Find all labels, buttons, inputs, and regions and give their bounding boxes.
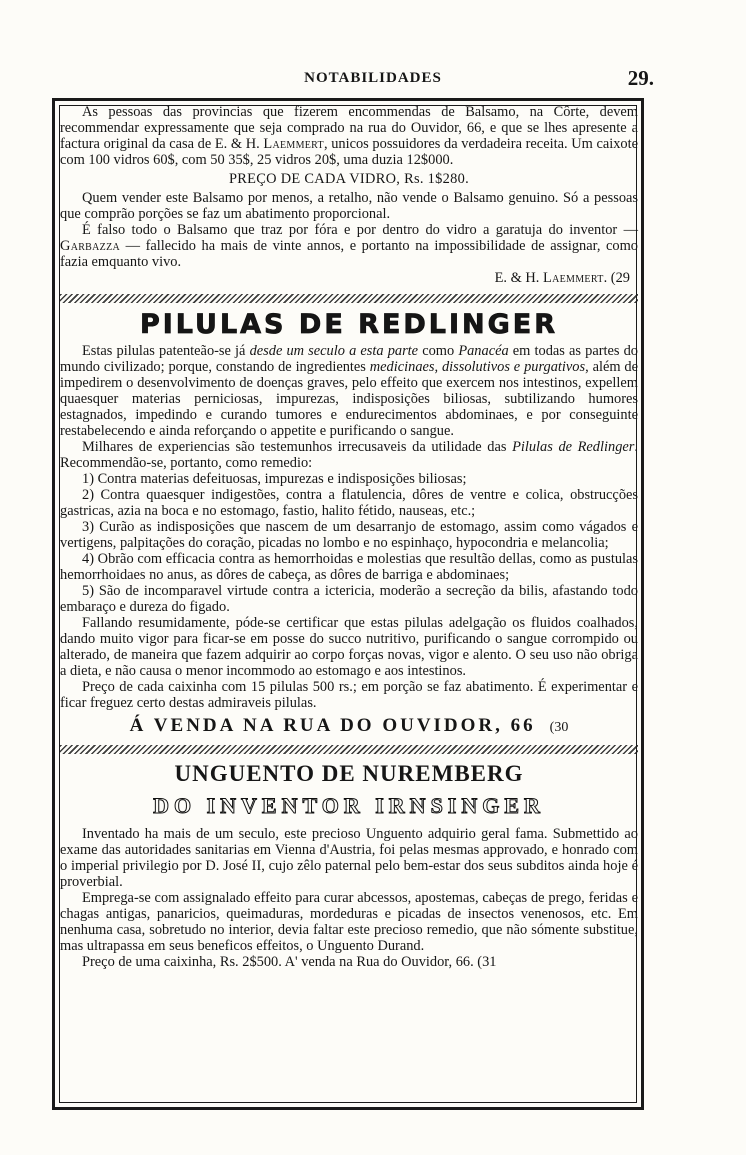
- pilulas-sale-address: Á VENDA NA RUA DO OUVIDOR, 66 (30: [129, 715, 569, 736]
- firm-name: Laemmert: [263, 136, 324, 152]
- pilulas-advert: [60, 309, 638, 741]
- unguento-advert: [60, 760, 638, 970]
- pilulas-paragraph-3: Fallando resumidamente, póde-se certificar que estas pilulas adelgação os fluidos coalhados, dando muito vigor para ficar-se em posse do succo nutritivo, purificando o sangue corrompido ou alterado, de maneira que fazem adquirir ao corpo forças novas, vigor e alento. O seu uso não obriga a dieta, e não causa o menor incommodo ao estomago e aos intestinos.: [60, 615, 638, 679]
- unguento-heading: UNGUENTO DE NUREMBERG: [174, 761, 524, 786]
- pilulas-heading: PILULAS DE REDLINGER: [139, 309, 559, 340]
- wavy-divider: [60, 294, 638, 303]
- unguento-price: Preço de uma caixinha, Rs. 2$500. A' venda na Rua do Ouvidor, 66. (31: [82, 954, 497, 970]
- unguento-paragraph-1: Inventado ha mais de um seculo, este precioso Unguento adquirio geral fama. Submettido ao exame das autoridades sanitarias em Vienna d'Austria, foi pelas mesmas approvado, e honrado com o imperial privilegio por D. José II, cujo zêlo paternal pelo bem-estar dos seus subditos ainda hoje é proverbial.: [60, 826, 638, 890]
- pilulas-paragraph-2: Milhares de experiencias são testemunhos irrecusaveis da utilidade das Pilulas de Redlinger. Recommendão-se, portanto, como remedio:: [60, 439, 638, 471]
- running-head: [0, 66, 746, 92]
- running-head-title: NOTABILIDADES: [304, 70, 442, 86]
- balsamo-paragraph-1: As pessoas das provincias que fizerem encommendas de Balsamo, na Côrte, devem recommendar expressamente que seja comprado na rua do Ouvidor, 66, e que se lhes apresente a factura original da casa de E. & H. Laemmert, unicos possuidores da verdadeira receita. Um caixote com 100 vidros 60$, com 50 35$, 25 vidros 20$, uma duzia 12$000.: [60, 104, 638, 168]
- advertisement-column: [60, 104, 638, 970]
- pilulas-price: Preço de cada caixinha com 15 pilulas 500 rs.; em porção se faz abatimento. É experimentar e ficar freguez certo destas admiraveis pilulas.: [60, 679, 638, 711]
- remedy-item-1: 1) Contra materias defeituosas, impurezas e indisposições biliosas;: [82, 471, 467, 487]
- balsamo-signature: E. & H. Laemmert. (29: [494, 270, 630, 286]
- balsamo-paragraph-3: É falso todo o Balsamo que traz por fóra e por dentro do vidro a garatuja do inventor — Garbazza — fallecido ha mais de vinte annos, e portanto na impossibilidade de assignar, como fazia emquanto vivo.: [60, 222, 638, 270]
- page-number: 29.: [627, 66, 654, 90]
- inventor-name: Garbazza: [60, 238, 121, 254]
- remedy-item-2: 2) Contra quaesquer indigestões, contra a flatulencia, dôres de ventre e colica, obstrucções gastricas, azia na boca e no estomago, fastio, halito fétido, nauseas, etc.;: [60, 487, 638, 519]
- balsamo-price: PREÇO DE CADA VIDRO, Rs. 1$280.: [228, 171, 470, 187]
- remedy-item-3: 3) Curão as indisposições que nascem de um desarranjo de estomago, assim como vágados e vertigens, palpitações do coração, picadas no lombo e no espinhaço, hypocondria e melancolia;: [60, 519, 638, 551]
- unguento-subheading: DO INVENTOR IRNSINGER: [153, 793, 545, 818]
- remedy-item-4: 4) Obrão com efficacia contra as hemorrhoidas e molestias que resultão dellas, como as pustulas hemorrhoidaes no anus, as dôres de cabeça, as dôres de barriga e abdominaes;: [60, 551, 638, 583]
- pilulas-paragraph-1: Estas pilulas patenteão-se já desde um seculo a esta parte como Panacéa em todas as partes do mundo civilizado; porque, constando de ingredientes medicinaes, dissolutivos e purgativos, além de impedirem o desenvolvimento de doenças graves, pelo effeito que exercem nos intestinos, expellem quaesquer materias perniciosas, impurezas, indisposições biliosas, subtilizando humores estagnados, impedindo e curando tumores e endurecimentos abdominaes, e por conseguinte restabelecendo e ainda reforçando o appetite e purificando o sangue.: [60, 343, 639, 439]
- unguento-paragraph-2: Emprega-se com assignalado effeito para curar abcessos, apostemas, cabeças de prego, feridas e chagas antigas, panaricios, queimaduras, mordeduras e picadas de insectos venenosos, etc. Em nenhuma casa, sobretudo no interior, devia faltar este precioso remedio, que não sómente substitue, mas ultrapassa em seus beneficos effeitos, o Unguento Durand.: [60, 890, 638, 954]
- remedy-item-5: 5) São de incomparavel virtude contra a ictericia, moderão a secreção da bilis, afastando todo embaraço e dureza do figado.: [60, 583, 638, 615]
- wavy-divider: [60, 745, 638, 754]
- balsamo-notice: [60, 104, 638, 286]
- balsamo-paragraph-2: Quem vender este Balsamo por menos, a retalho, não vende o Balsamo genuino. Só a pessoas que comprão porções se faz um abatimento proporcional.: [60, 190, 638, 222]
